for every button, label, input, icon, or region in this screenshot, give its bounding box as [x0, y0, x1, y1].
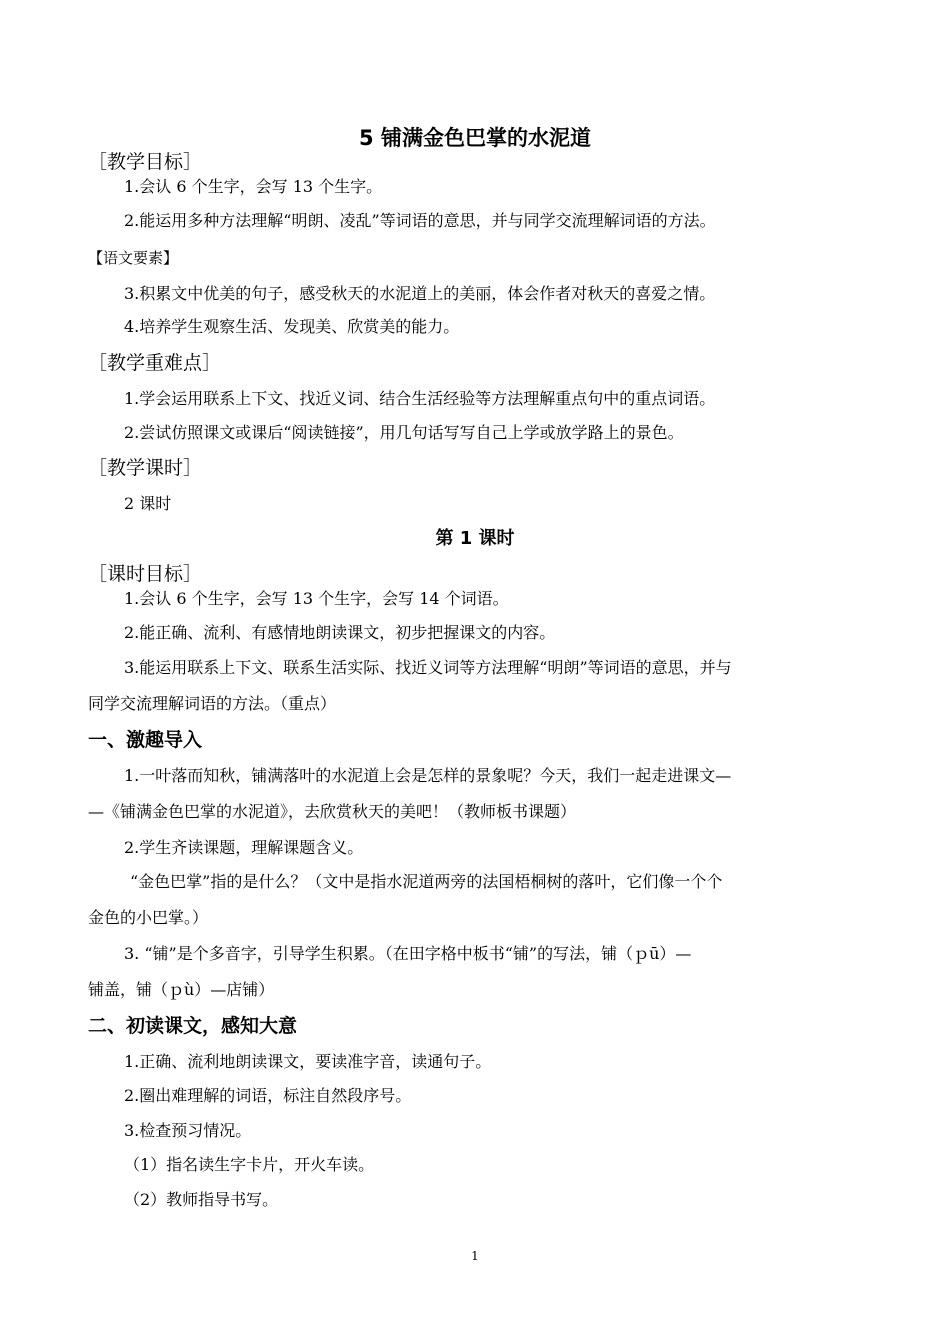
section1-heading: 一、激趣导入 [88, 729, 203, 751]
hours-value: 2 课时 [124, 494, 172, 513]
page-number: 1 [471, 1249, 479, 1263]
lesson1-objective-item: 2.能正确、流利、有感情地朗读课文，初步把握课文的内容。 [124, 623, 556, 642]
lesson1-objective3-line2: 同学交流理解词语的方法。（重点） [88, 694, 337, 713]
lesson1-objective-item: 1.会认 6 个生字，会写 13 个生字，会写 14 个词语。 [124, 589, 509, 608]
objective-item: 2.能运用多种方法理解“明朗、凌乱”等词语的意思，并与同学交流理解词语的方法。 [124, 211, 716, 230]
lesson1-objective3-line1: 3.能运用联系上下文、联系生活实际、找近义词等方法理解“明朗”等词语的意思，并与 [124, 658, 732, 677]
section1-paragraph3-line2: 金色的小巴掌。） [88, 908, 209, 927]
language-element-item: 3.积累文中优美的句子，感受秋天的水泥道上的美丽，体会作者对秋天的喜爱之情。 [124, 284, 716, 303]
hours-heading: ［教学课时］ [88, 457, 203, 479]
lesson1-title: 第 1 课时 [435, 528, 515, 549]
section2-item: 2.圈出难理解的词语，标注自然段序号。 [124, 1086, 412, 1105]
section1-paragraph4-line1: 3. “铺”是个多音字，引导学生积累。（在田字格中板书“铺”的写法，铺（ｐū）— [124, 944, 692, 963]
section1-paragraph1-line2: —《铺满金色巴掌的水泥道》，去欣赏秋天的美吧！（教师板书课题） [88, 802, 577, 821]
section2-heading: 二、初读课文，感知大意 [88, 1015, 298, 1037]
language-elements-heading: 【语文要素】 [88, 249, 179, 267]
objectives-heading: ［教学目标］ [88, 151, 203, 173]
key-point-item: 2.尝试仿照课文或课后“阅读链接”，用几句话写写自己上学或放学路上的景色。 [124, 423, 684, 442]
section2-item: 3.检查预习情况。 [124, 1121, 252, 1140]
section1-paragraph1-line1: 1.一叶落而知秋，铺满落叶的水泥道上会是怎样的景象呢？今天，我们一起走进课文— [124, 766, 732, 785]
section2-item: 1.正确、流利地朗读课文，要读准字音，读通句子。 [124, 1052, 492, 1071]
objective-item: 1.会认 6 个生字，会写 13 个生字。 [124, 177, 383, 196]
section2-item: （2）教师指导书写。 [124, 1190, 279, 1209]
key-point-item: 1.学会运用联系上下文、找近义词、结合生活经验等方法理解重点句中的重点词语。 [124, 389, 716, 408]
section1-paragraph4-line2: 铺盖，铺（ｐù）—店铺） [88, 980, 275, 999]
key-points-heading: ［教学重难点］ [88, 352, 222, 374]
section2-item: （1）指名读生字卡片，开火车读。 [124, 1155, 375, 1174]
lesson-title: 5 铺满金色巴掌的水泥道 [359, 126, 591, 150]
language-element-item: 4.培养学生观察生活、发现美、欣赏美的能力。 [124, 317, 460, 336]
lesson1-objectives-heading: ［课时目标］ [88, 563, 203, 585]
section1-paragraph3-line1: “金色巴掌”指的是什么？（文中是指水泥道两旁的法国梧桐树的落叶，它们像一个个 [130, 872, 723, 891]
section1-paragraph2: 2.学生齐读课题，理解课题含义。 [124, 838, 364, 857]
